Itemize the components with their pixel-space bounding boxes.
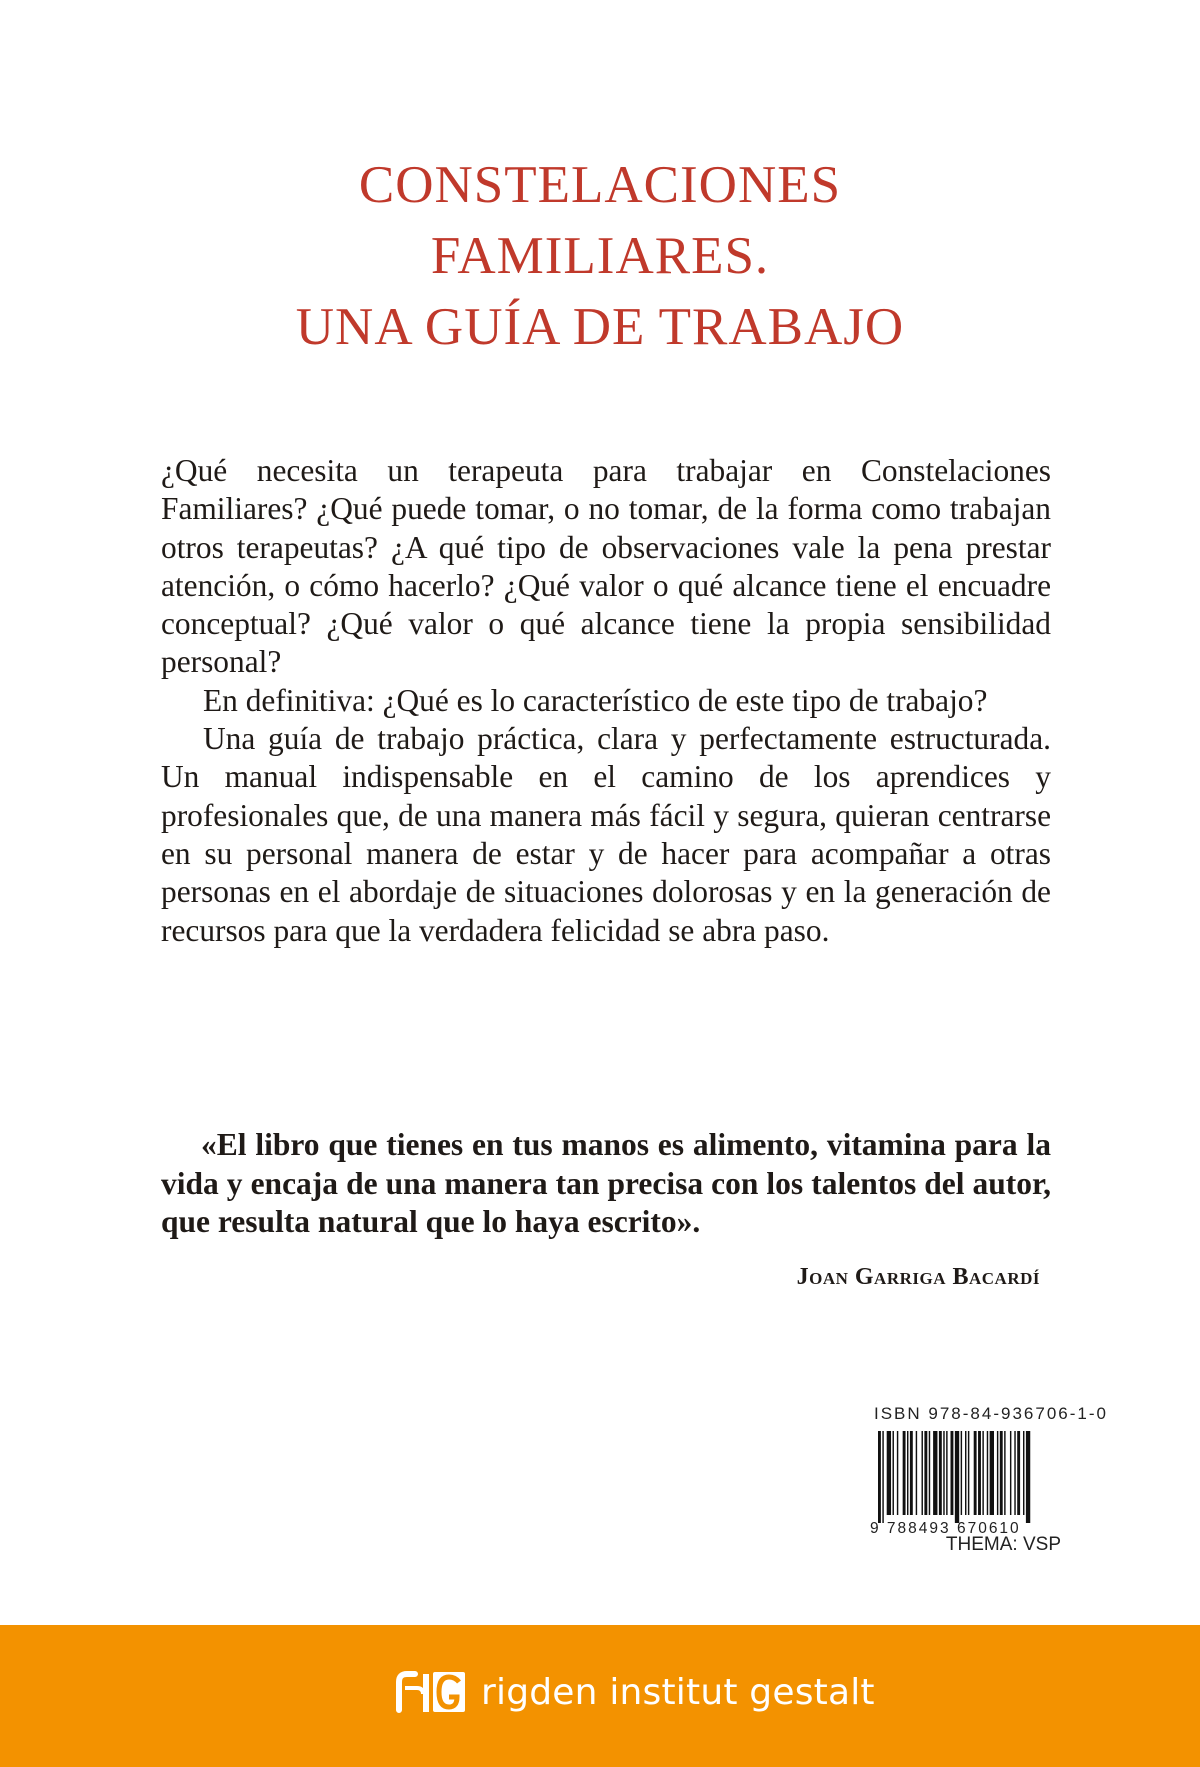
endorsement-quote: [161, 1126, 1051, 1242]
isbn-block: [870, 1404, 1108, 1538]
title-line-3: UNA GUÍA DE TRABAJO: [295, 298, 905, 356]
title-line-2: FAMILIARES.: [430, 227, 770, 285]
barcode-bar: [1004, 1431, 1005, 1515]
publisher-name: rigden institut gestalt: [481, 1671, 875, 1713]
isbn-label: ISBN 978-84-936706-1-0: [874, 1404, 1108, 1423]
quote-text: «El libro que tienes en tus manos es alimento, vitamina para la vida y encaja de una manera tan precisa con los talentos del autor, que resulta natural que lo haya escrito».: [161, 1127, 1051, 1239]
barcode-bar: [987, 1431, 988, 1515]
synopsis-paragraph-1: ¿Qué necesita un terapeuta para trabajar en Constelaciones Familiares? ¿Qué puede tomar, o no tomar, de la forma como trabajan otros terapeutas? ¿A qué tipo de observaciones vale la pena prestar atención, o cómo hacerlo? ¿Qué valor o qué alcance tiene el encuadre conceptual? ¿Qué valor o qué alcance tiene la propia sensibilidad personal?: [161, 453, 1051, 680]
barcode-bar: [951, 1431, 954, 1515]
quote-author: Joan Garriga Bacardí: [796, 1264, 1040, 1290]
title-line-1: CONSTELACIONES: [358, 156, 842, 214]
barcode-bar: [961, 1431, 962, 1515]
thema-code: THEMA: VSP: [945, 1534, 1061, 1555]
barcode-bar: [965, 1431, 966, 1515]
barcode-bar: [1023, 1431, 1024, 1515]
publisher-footer: [0, 1625, 1200, 1767]
barcode-bar: [955, 1431, 959, 1523]
barcode-bar: [1014, 1431, 1015, 1515]
barcode-bar: [939, 1431, 942, 1515]
barcode-bar: [997, 1431, 998, 1515]
publisher-brand: [393, 1664, 875, 1720]
synopsis-paragraph-2: En definitiva: ¿Qué es lo característico de este tipo de trabajo?: [203, 682, 988, 718]
barcode-bar: [882, 1431, 883, 1523]
barcode-bar: [924, 1431, 927, 1515]
barcode-bar: [982, 1431, 983, 1515]
synopsis-paragraph-3: Una guía de trabajo práctica, clara y perfectamente estructurada. Un manual indispensable en el camino de los aprendices y profesionales que, de una manera más fácil y segura, quieran centrarse en su personal manera de estar y de hacer para acompañar a otras personas en el abordaje de situaciones dolorosas y en la generación de recursos para que la verdadera felicidad se abra paso.: [161, 721, 1051, 948]
barcode-bar: [878, 1431, 881, 1523]
barcode-bar: [978, 1431, 981, 1515]
barcode-bar: [929, 1431, 930, 1515]
barcode-bar: [1017, 1431, 1020, 1515]
barcode-bar: [1010, 1431, 1011, 1515]
barcode-bar: [990, 1431, 994, 1515]
barcode-bar: [1000, 1431, 1003, 1515]
barcode-bar: [974, 1431, 977, 1515]
barcode-bar: [933, 1431, 937, 1515]
barcode-bar: [893, 1431, 894, 1515]
publisher-logo-icon: [393, 1666, 469, 1718]
barcode-bar: [903, 1431, 906, 1515]
synopsis: [161, 452, 1051, 950]
barcode-bar: [907, 1431, 908, 1515]
barcode-bar: [922, 1431, 923, 1515]
barcode-bar: [946, 1431, 947, 1515]
barcode-bar: [887, 1431, 891, 1515]
barcode-bar: [897, 1431, 898, 1515]
barcode-digits: 9 788493 670610: [870, 1520, 1021, 1537]
barcode-bar: [910, 1431, 913, 1515]
barcode-bar: [1026, 1431, 1030, 1523]
barcode-bar: [968, 1431, 969, 1515]
barcode-image: [870, 1431, 1090, 1523]
barcode-bar: [916, 1431, 917, 1515]
barcode-bar: [943, 1431, 944, 1515]
book-title: [0, 150, 1200, 363]
